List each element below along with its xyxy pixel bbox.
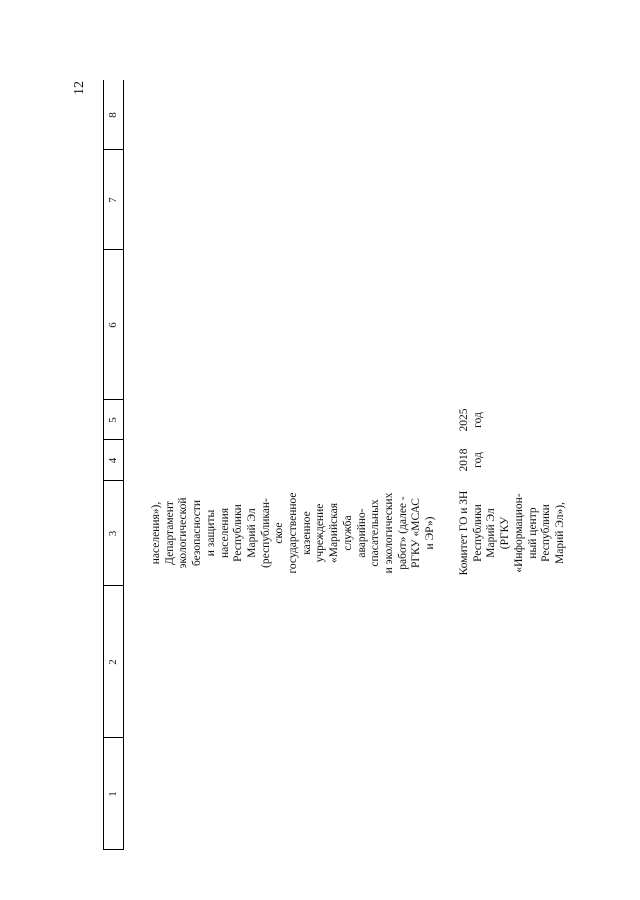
header-bottom-rule [123, 80, 124, 850]
column-number-2: 2 [107, 659, 119, 665]
column-number-8: 8 [107, 112, 119, 118]
column-number-6: 6 [107, 322, 119, 328]
row2-end-year: 2025 год [458, 408, 484, 432]
column-number-3: 3 [107, 530, 119, 537]
column-number-1: 1 [107, 791, 119, 797]
row2-start-year: 2018 год [458, 448, 484, 472]
column-number-5: 5 [107, 417, 119, 423]
row2-responsible-executor: Комитет ГО и ЗН Республики Марий Эл (РГКУ «Информацион- ный центр Республики Марий Эл»), [458, 490, 566, 576]
row1-responsible-executor: населения»), Департамент экологической безопасности и защиты населения Республики Марий Эл (республикан- ское государственное казенное учреждение «Марийская служба аварийно- спасательных и экологических работ» (далее - РГКУ «МСАС и ЭР») [150, 492, 437, 574]
page-number: 12 [72, 81, 87, 95]
rotated-table [103, 80, 603, 850]
column-number-7: 7 [107, 197, 119, 203]
column-number-4: 4 [107, 457, 119, 464]
